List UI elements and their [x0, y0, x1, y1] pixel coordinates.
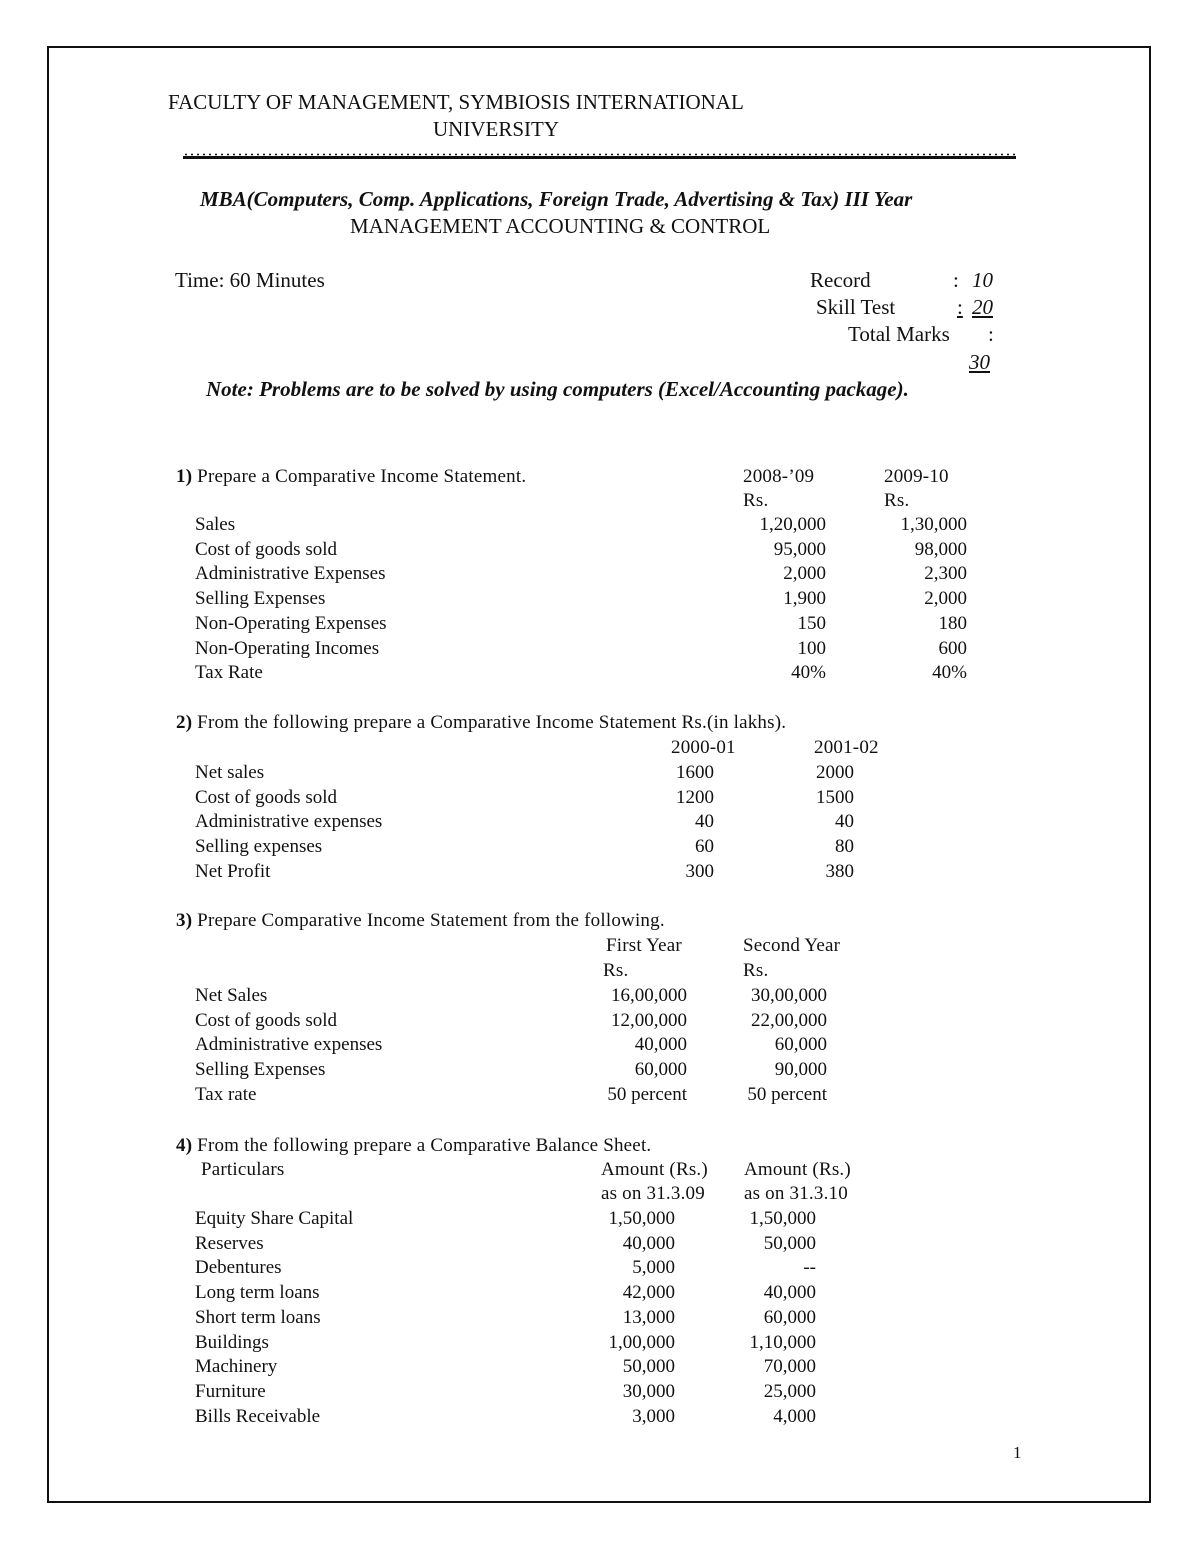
record-label: Record: [810, 268, 871, 292]
row-label: Long term loans: [195, 1282, 320, 1304]
table-row: [0, 1059, 1200, 1084]
row-value-col1: 300: [685, 860, 714, 882]
table-row: [0, 563, 1200, 588]
row-value-col1: 40,000: [622, 1232, 675, 1254]
header-divider-dots: [183, 153, 1016, 156]
table-row: [0, 588, 1200, 613]
row-value-col1: 40%: [791, 662, 826, 684]
total-marks-value: 30: [969, 350, 990, 374]
table-row: [0, 1010, 1200, 1035]
table-row: [0, 1381, 1200, 1406]
table-row: [0, 787, 1200, 812]
row-value-col1: 3,000: [632, 1405, 675, 1427]
q4-col2-date: as on 31.3.10: [744, 1183, 848, 1204]
table-row: [0, 762, 1200, 787]
question-3-title: Prepare Comparative Income Statement from the following.: [192, 910, 665, 931]
skill-test-label: Skill Test: [816, 295, 896, 319]
table-row: [0, 638, 1200, 663]
row-value-col1: 42,000: [622, 1282, 675, 1304]
table-row: [0, 1084, 1200, 1109]
table-row: [0, 539, 1200, 564]
row-label: Cost of goods sold: [195, 786, 337, 808]
table-row: [0, 1356, 1200, 1381]
row-label: Non-Operating Expenses: [195, 612, 387, 634]
subject-title: MANAGEMENT ACCOUNTING & CONTROL: [350, 214, 771, 238]
row-value-col2: 40%: [932, 662, 967, 684]
q1-col1-header: 2008-’09: [743, 466, 815, 487]
question-4-title: From the following prepare a Comparative Balance Sheet.: [192, 1135, 652, 1156]
row-label: Machinery: [195, 1356, 278, 1378]
row-label: Non-Operating Incomes: [195, 637, 380, 659]
row-value-col2: --: [803, 1257, 816, 1279]
row-value-col2: 30,00,000: [751, 985, 827, 1006]
row-value-col2: 1500: [816, 786, 854, 808]
question-4-number: 4): [176, 1135, 193, 1156]
row-value-col2: 2,300: [924, 563, 967, 585]
row-value-col1: 40: [695, 811, 714, 833]
row-value-col1: 5,000: [632, 1257, 675, 1279]
row-value-col1: 13,000: [622, 1306, 675, 1328]
row-label: Net Profit: [195, 860, 271, 882]
row-value-col1: 30,000: [622, 1380, 675, 1402]
row-value-col1: 60: [695, 836, 714, 858]
row-value-col2: 4,000: [773, 1405, 816, 1427]
row-label: Administrative expenses: [195, 1034, 383, 1056]
row-value-col2: 22,00,000: [751, 1009, 827, 1031]
row-value-col1: 40,000: [634, 1034, 687, 1056]
row-value-col2: 180: [938, 612, 967, 634]
skill-test-colon: :: [957, 295, 963, 319]
q1-col2-unit: Rs.: [884, 490, 910, 511]
row-value-col1: 1,50,000: [608, 1208, 675, 1229]
table-row: [0, 861, 1200, 886]
row-value-col2: 40,000: [763, 1282, 816, 1304]
row-label: Buildings: [195, 1331, 269, 1353]
row-value-col2: 40: [835, 811, 854, 833]
table-row: [0, 811, 1200, 836]
table-row: [0, 1034, 1200, 1059]
table-row: [0, 1208, 1200, 1233]
record-value: 10: [972, 268, 993, 292]
row-value-col2: 50 percent: [747, 1083, 827, 1105]
row-label: Bills Receivable: [195, 1405, 321, 1427]
table-row: [0, 1406, 1200, 1431]
row-value-col1: 60,000: [634, 1059, 687, 1081]
table-row: [0, 985, 1200, 1010]
question-2-number: 2): [176, 712, 193, 733]
record-colon: :: [953, 268, 959, 292]
table-row: [0, 514, 1200, 539]
total-marks-label: Total Marks: [848, 322, 950, 346]
table-row: [0, 662, 1200, 687]
q1-col1-unit: Rs.: [743, 490, 769, 511]
header-divider: [183, 156, 1016, 159]
row-value-col2: 60,000: [774, 1034, 827, 1056]
row-value-col1: 1,900: [783, 588, 826, 610]
row-label: Equity Share Capital: [195, 1208, 354, 1229]
row-label: Furniture: [195, 1380, 266, 1402]
table-row: [0, 836, 1200, 861]
row-value-col1: 2,000: [783, 563, 826, 585]
row-label: Net Sales: [195, 985, 268, 1006]
row-value-col1: 50 percent: [607, 1083, 687, 1105]
total-marks-colon: :: [988, 322, 994, 346]
table-row: [0, 1332, 1200, 1357]
row-value-col2: 2000: [816, 762, 854, 783]
question-1-heading: [176, 466, 526, 488]
table-row: [0, 1282, 1200, 1307]
table-row: [0, 1307, 1200, 1332]
program-title: MBA(Computers, Comp. Applications, Foreign Trade, Advertising & Tax) III Year: [200, 187, 913, 211]
row-value-col2: 98,000: [914, 538, 967, 560]
row-value-col1: 1600: [676, 762, 714, 783]
row-label: Reserves: [195, 1232, 264, 1254]
row-value-col2: 25,000: [763, 1380, 816, 1402]
row-value-col1: 50,000: [622, 1356, 675, 1378]
row-label: Administrative Expenses: [195, 563, 386, 585]
row-value-col2: 1,50,000: [749, 1208, 816, 1229]
row-value-col1: 1200: [676, 786, 714, 808]
question-2-heading: [176, 712, 786, 734]
row-label: Tax Rate: [195, 662, 263, 684]
university-title-line2: UNIVERSITY: [433, 117, 559, 141]
row-value-col2: 50,000: [763, 1232, 816, 1254]
row-value-col2: 60,000: [763, 1306, 816, 1328]
page-number: 1: [1013, 1443, 1022, 1462]
row-label: Selling Expenses: [195, 588, 326, 610]
table-row: [0, 1257, 1200, 1282]
q4-col1-date: as on 31.3.09: [601, 1183, 705, 1204]
row-label: Selling expenses: [195, 836, 323, 858]
question-3-heading: [176, 910, 665, 932]
row-value-col2: 380: [825, 860, 854, 882]
row-value-col1: 100: [797, 637, 826, 659]
row-value-col1: 95,000: [773, 538, 826, 560]
row-value-col2: 600: [938, 637, 967, 659]
question-3-number: 3): [176, 910, 193, 931]
university-title-line1: FACULTY OF MANAGEMENT, SYMBIOSIS INTERNATIONAL: [168, 90, 744, 114]
time-label: Time: 60 Minutes: [175, 268, 325, 292]
q3-col2-header: Second Year: [743, 935, 841, 956]
q4-particulars-header: Particulars: [201, 1159, 285, 1180]
q3-col2-unit: Rs.: [743, 960, 769, 981]
row-value-col1: 1,20,000: [759, 514, 826, 535]
row-value-col2: 80: [835, 836, 854, 858]
row-value-col2: 2,000: [924, 588, 967, 610]
q3-col1-header: First Year: [606, 935, 682, 956]
row-value-col2: 1,10,000: [749, 1331, 816, 1353]
question-1-title: Prepare a Comparative Income Statement.: [192, 466, 527, 487]
question-4-heading: [176, 1135, 651, 1157]
row-value-col2: 90,000: [774, 1059, 827, 1081]
q3-col1-unit: Rs.: [603, 960, 629, 981]
table-row: [0, 1233, 1200, 1258]
row-label: Tax rate: [195, 1083, 257, 1105]
q2-col2-header: 2001-02: [814, 737, 879, 758]
row-label: Cost of goods sold: [195, 1009, 337, 1031]
row-label: Debentures: [195, 1257, 282, 1279]
row-value-col1: 16,00,000: [611, 985, 687, 1006]
row-value-col1: 1,00,000: [608, 1331, 675, 1353]
table-row: [0, 613, 1200, 638]
row-value-col2: 1,30,000: [900, 514, 967, 535]
row-label: Short term loans: [195, 1306, 321, 1328]
row-label: Cost of goods sold: [195, 538, 337, 560]
question-1-number: 1): [176, 466, 193, 487]
skill-test-value: 20: [972, 295, 993, 319]
q2-col1-header: 2000-01: [671, 737, 736, 758]
row-value-col1: 12,00,000: [611, 1009, 687, 1031]
instructions-note: Note: Problems are to be solved by using computers (Excel/Accounting package).: [206, 377, 909, 401]
row-label: Administrative expenses: [195, 811, 383, 833]
q4-col2-header: Amount (Rs.): [744, 1159, 851, 1180]
row-label: Sales: [195, 514, 236, 535]
row-label: Selling Expenses: [195, 1059, 326, 1081]
question-2-title: From the following prepare a Comparative Income Statement Rs.(in lakhs).: [192, 712, 787, 733]
row-label: Net sales: [195, 762, 265, 783]
row-value-col2: 70,000: [763, 1356, 816, 1378]
q1-col2-header: 2009-10: [884, 466, 949, 487]
row-value-col1: 150: [797, 612, 826, 634]
q4-col1-header: Amount (Rs.): [601, 1159, 708, 1180]
